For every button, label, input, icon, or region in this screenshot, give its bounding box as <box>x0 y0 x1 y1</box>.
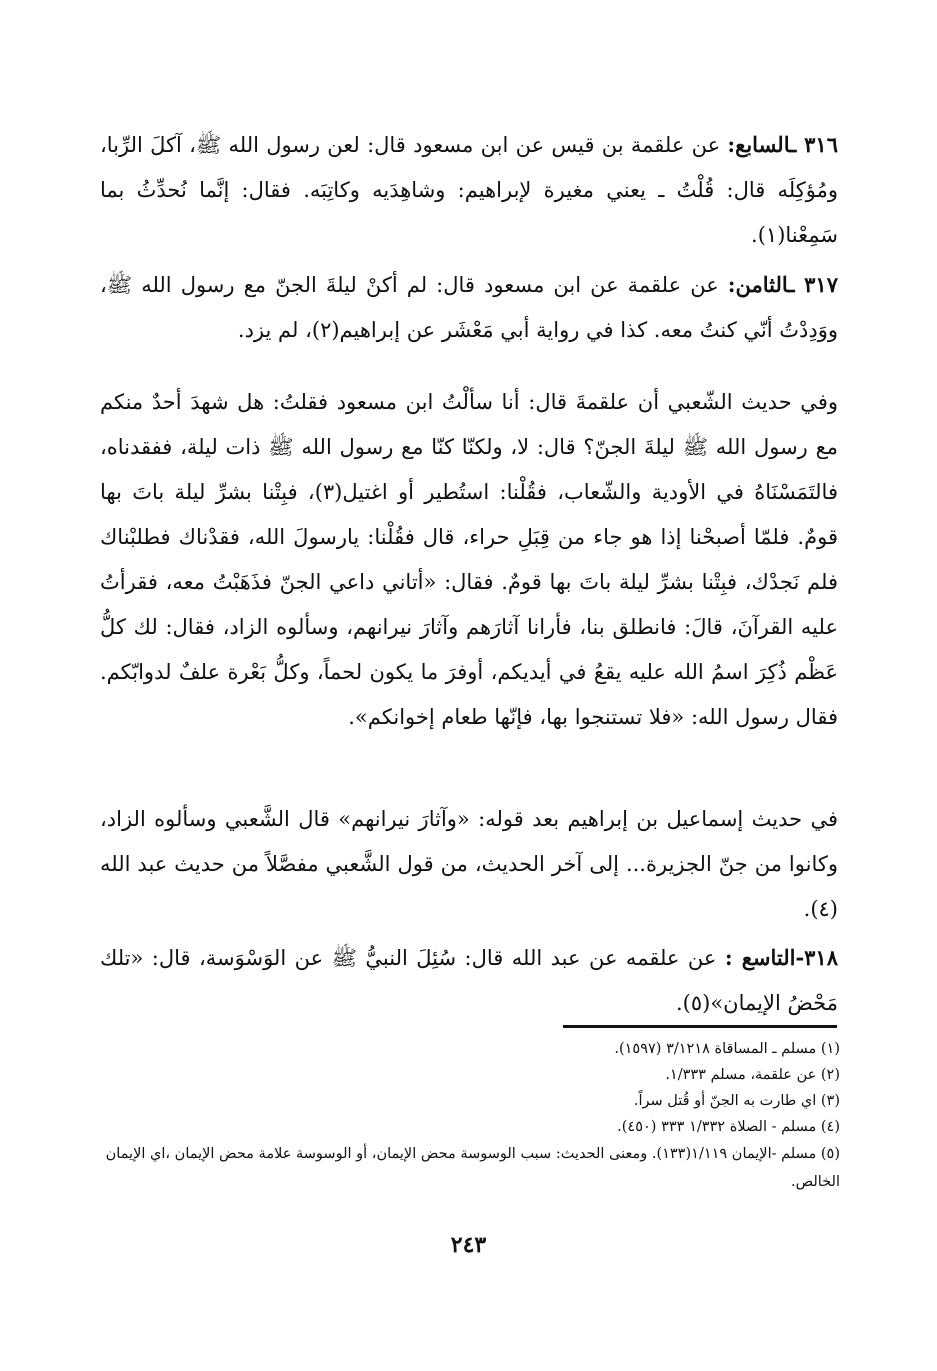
hadith-number: ٣١٦ ـ <box>790 132 838 157</box>
footnote-5: (٥) مسلم -الإيمان ١/١١٩(١٣٣). ومعنى الحديث: سبب الوسوسة محض الإيمان، أو الوسوسة علامة محض الإيمان ،اي الإيمان الخالص. <box>105 1146 840 1190</box>
paragraph-text: في حديث إسماعيل بن إبراهيم بعد قوله: «وآثارَ نيرانهم» قال الشَّعبي وسألوه الزاد، وكانوا من جنّ الجزيرة... إلى آخر الحديث، من قول الشَّعبي مفصَّلاً من حديث عبد الله (٤). <box>100 807 838 921</box>
footnote-1: (١) مسلم ـ المساقاة ٣/١٢١٨ (١٥٩٧). <box>614 1041 840 1057</box>
hadith-label: السابع: <box>727 132 791 157</box>
hadith-text: عن علقمه عن عبد الله قال: سُئِلَ النبيُّ ﷺ عن الوَسْوَسة، قال: «تلك مَحْضُ الإيمان»(٥). <box>100 946 838 1015</box>
hadith-paragraph-316 <box>100 122 838 258</box>
hadith-label: التاسع : <box>724 945 796 970</box>
ismail-narration-paragraph <box>100 797 838 932</box>
footnote-3: (٣) اي طارت به الجنّ أو قُتل سراً. <box>633 1093 840 1109</box>
page-number: ٢٤٣ <box>450 1232 487 1258</box>
hadith-text: عن علقمة عن ابن مسعود قال: لم أكنْ ليلةَ الجنّ مع رسول الله ﷺ، ووَدِدْتُ أنّي كنتُ معه. كذا في رواية أبي مَعْشَر عن إبراهيم(٢)، لم يزد. <box>100 273 838 342</box>
hadith-paragraph-317 <box>100 262 838 353</box>
hadith-paragraph-318 <box>100 935 838 1026</box>
hadith-label: الثامن: <box>727 272 789 297</box>
hadith-text: عن علقمة بن قيس عن ابن مسعود قال: لعن رسول الله ﷺ، آكلَ الرِّبا، ومُؤكِلَه قال: قُلْتُ ـ يعني مغيرة لإبراهيم: وشاهِدَيه وكاتِبَه. فقال: إنَّما نُحدِّثُ بما سَمِعْنا(١). <box>100 133 838 247</box>
footnotes <box>100 1036 840 1196</box>
hadith-number: ٣١٧ ـ <box>788 272 838 297</box>
hadith-number: ٣١٨- <box>795 945 838 970</box>
footnote-4: (٤) مسلم - الصلاة ١/٣٣٢ ٣٣٣ (٤٥٠). <box>617 1119 840 1135</box>
shabi-narration-paragraph <box>100 380 838 740</box>
footnote-2: (٢) عن علقمة، مسلم ١/٣٣٣. <box>665 1067 840 1083</box>
footnote-separator <box>563 1025 837 1028</box>
paragraph-text: وفي حديث الشّعبي أن علقمةَ قال: أنا سألْتُ ابن مسعود فقلتُ: هل شهدَ أحدٌ منكم مع رسول الله ﷺ ليلةَ الجنّ؟ قال: لا، ولكنّا كنّا مع رسول الله ﷺ ذات ليلة، ففقدناه، فالتَمَسْنَاهُ في الأودية والشّعاب، فقُلْنا: استُطير أو اغتيل(٣)، فبِتْنا بشرِّ ليلة باتَ بها قومٌ. فلمّا أصبحْنا إذا هو جاء من قِبَلِ حراء، قال فقُلْنا: يارسولَ الله، فقدْناك فطلبْناك فلم نَجدْك، فبِتْنا بشرِّ ليلة باتَ بها قومٌ. فقال: «أتاني داعي الجنّ فذَهَبْتُ معه، فقرأتُ عليه القرآنَ، قالَ: فانطلق بنا، فأرانا آثارَهم وآثارَ نيرانهم، وسألوه الزاد، فقال: لك كلُّ عَظْم ذُكِرَ اسمُ الله عليه يقعُ في أيديكم، أوفرَ ما يكون لحماً، وكلُّ بَعْرة علفٌ لدوابّكم. فقال رسول الله: «فلا تستنجوا بها، فإنّها طعام إخوانكم». <box>100 390 838 729</box>
